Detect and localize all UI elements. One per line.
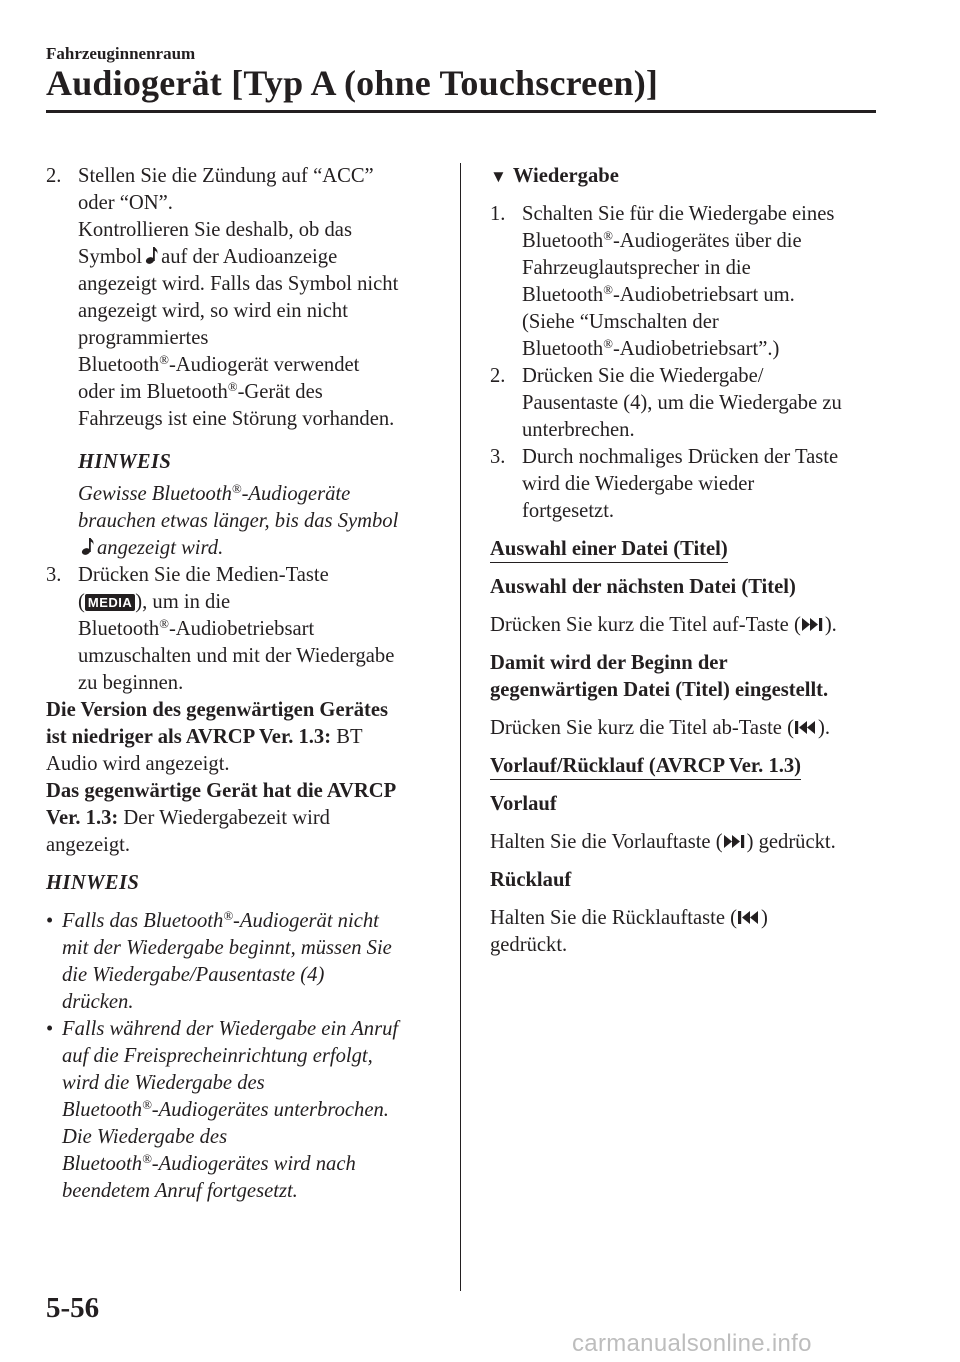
text-line: gegenwärtigen Datei (Titel) eingestellt. <box>490 679 829 701</box>
text-line <box>522 282 834 309</box>
text-line <box>78 535 398 562</box>
text-line: Damit wird der Beginn der <box>490 652 728 674</box>
text-line: Durch nochmaliges Drücken der Taste <box>522 446 839 468</box>
bullet-mark: • <box>46 910 54 932</box>
subheading-fast-forward: Vorlauf <box>490 793 557 815</box>
note-label: HINWEIS <box>46 872 140 894</box>
text-line: angezeigt wird. Falls das Symbol nicht <box>78 273 399 295</box>
text-line <box>78 481 398 508</box>
fast-forward-icon <box>723 834 747 849</box>
text-line: Schalten Sie für die Wiedergabe eines <box>522 203 835 225</box>
text-line: Die Version des gegenwärtigen Gerätes <box>46 699 389 721</box>
text-span: ) gedrückt. <box>746 831 836 853</box>
text-line: Falls während der Wiedergabe ein Anruf <box>62 1018 399 1040</box>
text-span: Symbol <box>78 246 143 268</box>
version-paragraph-1 <box>46 697 442 778</box>
text-line: gedrückt. <box>490 934 568 956</box>
text-line: angezeigt. <box>46 834 131 856</box>
subheading-file-selection: Auswahl einer Datei (Titel) <box>490 537 728 563</box>
text-span: ) <box>761 907 768 929</box>
step-number: 2. <box>490 365 506 387</box>
text-line <box>78 352 398 379</box>
triangle-icon: ▼ <box>490 167 507 186</box>
text-span: -Audiogerätes über die <box>612 230 802 252</box>
text-span: ), um in die <box>135 591 231 613</box>
chapter-title: Audiogerät [Typ A (ohne Touchscreen)] <box>46 63 659 103</box>
registered-mark: ® <box>603 336 613 351</box>
registered-mark: ® <box>142 1097 152 1112</box>
text-line: Drücken Sie die Medien-Taste <box>78 564 329 586</box>
track-down-icon <box>794 720 818 735</box>
text-span: Ver. 1.3: <box>46 807 119 829</box>
text-line <box>62 1097 398 1124</box>
text-line <box>46 724 442 751</box>
text-span: BT <box>331 726 363 748</box>
text-span: -Audiobetriebsart um. <box>612 284 795 306</box>
text-line <box>490 715 890 742</box>
text-line: wird die Wiedergabe des <box>62 1072 265 1094</box>
text-line: mit der Wiedergabe beginnt, müssen Sie <box>62 937 392 959</box>
text-line <box>490 829 890 856</box>
text-line <box>78 616 394 643</box>
step-number: 2. <box>46 165 62 187</box>
text-span: Bluetooth <box>522 338 604 360</box>
music-note-icon <box>81 536 95 556</box>
text-line: Fahrzeugs ist eine Störung vorhanden. <box>78 408 395 430</box>
text-span: Bluetooth <box>62 1099 143 1121</box>
text-line: angezeigt wird, so wird ein nicht <box>78 300 348 322</box>
note-bullet-1 <box>46 908 442 1016</box>
subheading-next-file: Auswahl der nächsten Datei (Titel) <box>490 576 796 598</box>
text-span: Halten Sie die Vorlauftaste ( <box>490 831 723 853</box>
text-line: Pausentaste (4), um die Wiedergabe zu <box>522 392 842 414</box>
text-line <box>78 589 394 616</box>
text-line <box>522 336 834 363</box>
note-label: HINWEIS <box>78 451 172 473</box>
text-span: Halten Sie die Rücklauftaste ( <box>490 907 738 929</box>
watermark: carmanualsonline.info <box>572 1330 812 1357</box>
text-line <box>490 612 890 639</box>
registered-mark: ® <box>603 282 613 297</box>
text-line <box>78 244 398 271</box>
header-rule <box>46 110 876 113</box>
text-span: Bluetooth <box>78 618 160 640</box>
text-span: -Audiogerätes unterbrochen. <box>151 1099 389 1121</box>
text-line: Stellen Sie die Zündung auf “ACC” <box>78 165 374 187</box>
text-span: ist niedriger als AVRCP Ver. 1.3: <box>46 726 332 748</box>
registered-mark: ® <box>603 228 613 243</box>
text-line: beendetem Anruf fortgesetzt. <box>62 1180 298 1202</box>
text-line <box>62 1151 398 1178</box>
text-span: Gewisse Bluetooth <box>78 483 232 505</box>
subheading-rewind: Rücklauf <box>490 869 572 891</box>
text-line: Drücken Sie die Wiedergabe/ <box>522 365 764 387</box>
text-line: programmiertes <box>78 327 209 349</box>
text-span: ( <box>78 591 85 613</box>
text-span: Falls das Bluetooth <box>62 910 224 932</box>
text-span: oder im Bluetooth <box>78 381 228 403</box>
text-line: Audio wird angezeigt. <box>46 753 230 775</box>
text-line: Kontrollieren Sie deshalb, ob das <box>78 219 352 241</box>
text-line: zu beginnen. <box>78 672 184 694</box>
step-1-right <box>490 201 890 363</box>
text-span: ). <box>817 717 830 739</box>
text-span: -Audiogerätes wird nach <box>151 1153 356 1175</box>
text-span: Wiedergabe <box>512 165 619 187</box>
step-3-right <box>490 444 890 525</box>
step-3-left <box>46 562 442 697</box>
step-number: 3. <box>46 564 62 586</box>
registered-mark: ® <box>223 908 234 923</box>
registered-mark: ® <box>231 481 242 496</box>
text-span: -Audiobetriebsart <box>168 618 315 640</box>
text-line: auf die Freisprecheinrichtung erfolgt, <box>62 1045 373 1067</box>
bullet-mark: • <box>46 1018 54 1040</box>
subheading-ff-rew: Vorlauf/Rücklauf (AVRCP Ver. 1.3) <box>490 754 801 780</box>
text-line: drücken. <box>62 991 134 1013</box>
text-line <box>46 805 442 832</box>
text-line: Fahrzeuglautsprecher in die <box>522 257 751 279</box>
media-button-icon: MEDIA <box>85 594 135 611</box>
text-line: wird die Wiedergabe wieder <box>522 473 755 495</box>
text-span: -Audiogeräte <box>241 483 351 505</box>
text-span: Der Wiedergabezeit wird <box>118 807 330 829</box>
page-number: 5-56 <box>46 1292 100 1324</box>
right-column <box>490 163 890 959</box>
text-span: -Audiobetriebsart”.) <box>612 338 780 360</box>
text-line: Das gegenwärtige Gerät hat die AVRCP <box>46 780 397 802</box>
column-divider <box>460 163 461 1291</box>
text-span: Bluetooth <box>78 354 160 376</box>
text-span: Bluetooth <box>522 230 604 252</box>
text-span: ). <box>824 614 837 636</box>
text-span: angezeigt wird. <box>97 537 224 559</box>
text-line: Die Wiedergabe des <box>62 1126 228 1148</box>
text-line: fortgesetzt. <box>522 500 615 522</box>
step-2-left <box>46 163 442 562</box>
text-line: die Wiedergabe/Pausentaste (4) <box>62 964 325 986</box>
text-span: -Audiogerät verwendet <box>168 354 360 376</box>
section-label: Fahrzeuginnenraum <box>46 44 196 63</box>
text-line: umzuschalten und mit der Wiedergabe <box>78 645 395 667</box>
step-2-right <box>490 363 890 444</box>
registered-mark: ® <box>159 352 169 367</box>
version-paragraph-2 <box>46 778 442 859</box>
text-span: Bluetooth <box>62 1153 143 1175</box>
music-note-icon <box>145 245 159 265</box>
text-line: oder “ON”. <box>78 192 173 214</box>
text-span: Drücken Sie kurz die Titel ab-Taste ( <box>490 717 794 739</box>
note-bullet-2 <box>46 1016 442 1205</box>
left-column <box>46 163 442 1205</box>
section-heading-wiedergabe <box>490 163 890 190</box>
text-span: Bluetooth <box>522 284 604 306</box>
text-line <box>62 908 392 935</box>
registered-mark: ® <box>142 1151 152 1166</box>
text-line: brauchen etwas länger, bis das Symbol <box>78 510 399 532</box>
rewind-icon <box>737 910 761 925</box>
registered-mark: ® <box>227 379 238 394</box>
text-span: -Audiogerät nicht <box>233 910 379 932</box>
text-span: Drücken Sie kurz die Titel auf-Taste ( <box>490 614 801 636</box>
text-span: auf der Audioanzeige <box>161 246 338 268</box>
text-line <box>522 228 834 255</box>
track-up-icon <box>801 617 825 632</box>
text-line <box>490 905 890 932</box>
text-span: -Gerät des <box>237 381 323 403</box>
text-line <box>78 379 398 406</box>
step-number: 1. <box>490 203 506 225</box>
text-line: (Siehe “Umschalten der <box>522 311 719 333</box>
step-number: 3. <box>490 446 506 468</box>
registered-mark: ® <box>159 616 169 631</box>
text-line: unterbrechen. <box>522 419 635 441</box>
